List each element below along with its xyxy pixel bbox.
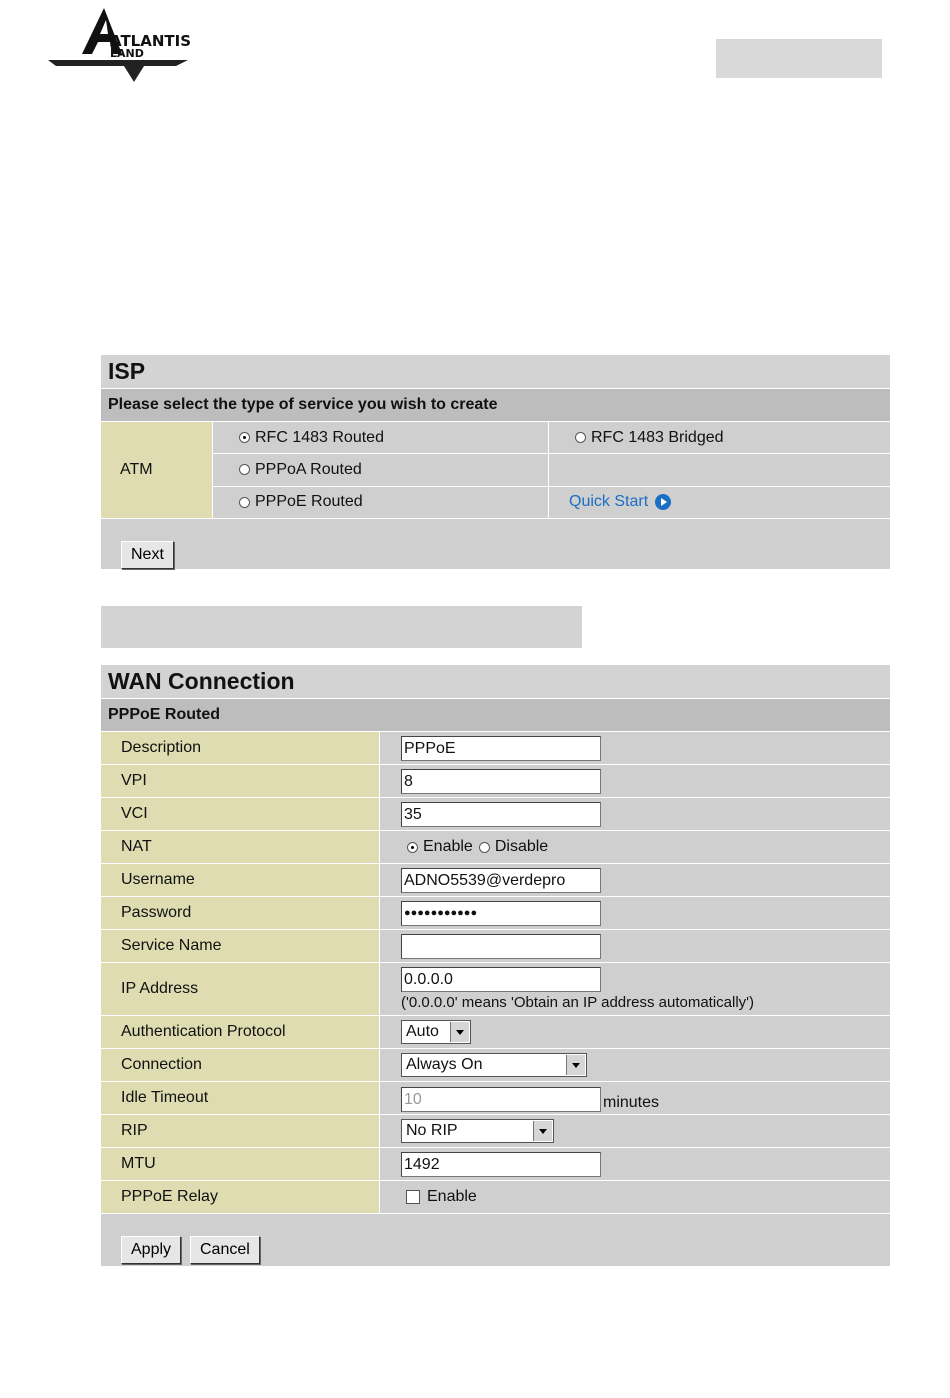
option-pppoa-routed-label: PPPoA Routed bbox=[255, 460, 362, 478]
row-auth bbox=[101, 1016, 890, 1049]
connection-select-value: Always On bbox=[406, 1056, 483, 1073]
row-ip-address bbox=[101, 963, 890, 1016]
radio-rfc1483-bridged[interactable] bbox=[575, 432, 586, 443]
wan-panel bbox=[101, 665, 890, 1266]
isp-button-bar bbox=[101, 519, 890, 569]
atlantis-logo bbox=[48, 6, 238, 86]
apply-button[interactable]: Apply bbox=[121, 1236, 181, 1264]
username-input[interactable]: ADNO5539@verdepro bbox=[401, 868, 601, 893]
row-connection bbox=[101, 1049, 890, 1082]
radio-rfc1483-routed[interactable] bbox=[239, 432, 250, 443]
username-label: Username bbox=[101, 864, 380, 896]
auth-label: Authentication Protocol bbox=[101, 1016, 380, 1048]
vpi-input[interactable]: 8 bbox=[401, 769, 601, 794]
idle-timeout-unit: minutes bbox=[603, 1094, 660, 1111]
connection-label: Connection bbox=[101, 1049, 380, 1081]
mtu-label: MTU bbox=[101, 1148, 380, 1180]
option-pppoa-routed[interactable] bbox=[213, 454, 549, 485]
row-username bbox=[101, 864, 890, 897]
isp-subtitle: Please select the type of service you wish to create bbox=[101, 389, 890, 422]
nat-disable-radio[interactable] bbox=[479, 842, 490, 853]
option-rfc1483-bridged[interactable] bbox=[549, 422, 890, 453]
chevron-down-icon bbox=[450, 1022, 469, 1042]
row-vpi bbox=[101, 765, 890, 798]
cancel-button[interactable]: Cancel bbox=[190, 1236, 260, 1264]
isp-panel bbox=[101, 355, 890, 569]
chevron-down-icon bbox=[566, 1055, 585, 1075]
rip-label: RIP bbox=[101, 1115, 380, 1147]
nat-disable-label: Disable bbox=[494, 838, 549, 855]
service-name-label: Service Name bbox=[101, 930, 380, 962]
service-name-input[interactable] bbox=[401, 934, 601, 959]
header-gray-block bbox=[716, 39, 882, 78]
ip-address-input[interactable]: 0.0.0.0 bbox=[401, 967, 601, 992]
option-pppoe-routed-label: PPPoE Routed bbox=[255, 493, 363, 511]
mtu-input[interactable]: 1492 bbox=[401, 1152, 601, 1177]
idle-timeout-input[interactable]: 10 bbox=[401, 1087, 601, 1112]
row-vci bbox=[101, 798, 890, 831]
nat-label: NAT bbox=[101, 831, 380, 863]
quick-start-link[interactable] bbox=[569, 493, 671, 511]
play-arrow-icon bbox=[655, 494, 671, 510]
wan-subtitle: PPPoE Routed bbox=[101, 699, 890, 732]
section-gray-block bbox=[101, 606, 582, 648]
password-input[interactable]: ●●●●●●●●●●● bbox=[401, 901, 601, 926]
row-pppoe-relay bbox=[101, 1181, 890, 1214]
row-idle-timeout bbox=[101, 1082, 890, 1115]
ip-address-hint: ('0.0.0.0' means 'Obtain an IP address automatically') bbox=[401, 994, 755, 1011]
row-password bbox=[101, 897, 890, 930]
row-nat bbox=[101, 831, 890, 864]
row-mtu bbox=[101, 1148, 890, 1181]
quick-start-cell bbox=[549, 487, 890, 518]
radio-pppoe-routed[interactable] bbox=[239, 497, 250, 508]
logo-sub-text: LAND bbox=[110, 47, 144, 60]
pppoe-relay-checkbox[interactable] bbox=[406, 1190, 420, 1204]
pppoe-relay-enable-label: Enable bbox=[427, 1188, 477, 1205]
radio-pppoa-routed[interactable] bbox=[239, 464, 250, 475]
nat-enable-radio[interactable] bbox=[407, 842, 418, 853]
quick-start-label: Quick Start bbox=[569, 493, 649, 511]
logo-brand-text: ATLANTIS bbox=[110, 32, 192, 50]
description-input[interactable]: PPPoE bbox=[401, 736, 601, 761]
option-rfc1483-routed[interactable] bbox=[213, 422, 549, 453]
connection-select[interactable] bbox=[401, 1053, 587, 1077]
wan-title: WAN Connection bbox=[101, 665, 890, 699]
auth-select-value: Auto bbox=[406, 1023, 439, 1040]
option-rfc1483-bridged-label: RFC 1483 Bridged bbox=[591, 428, 724, 446]
rip-select-value: No RIP bbox=[406, 1122, 458, 1139]
row-description bbox=[101, 732, 890, 765]
vci-input[interactable]: 35 bbox=[401, 802, 601, 827]
vci-label: VCI bbox=[101, 798, 380, 830]
password-label: Password bbox=[101, 897, 380, 929]
row-rip bbox=[101, 1115, 890, 1148]
isp-title: ISP bbox=[101, 355, 890, 389]
nat-enable-label: Enable bbox=[423, 838, 473, 855]
row-service-name bbox=[101, 930, 890, 963]
option-pppoe-routed[interactable] bbox=[213, 487, 549, 518]
next-button[interactable]: Next bbox=[121, 541, 174, 569]
chevron-down-icon bbox=[533, 1121, 552, 1141]
description-label: Description bbox=[101, 732, 380, 764]
option-rfc1483-routed-label: RFC 1483 Routed bbox=[255, 428, 384, 446]
vpi-label: VPI bbox=[101, 765, 380, 797]
wan-button-bar bbox=[101, 1214, 890, 1266]
auth-select[interactable] bbox=[401, 1020, 471, 1044]
rip-select[interactable] bbox=[401, 1119, 554, 1143]
ip-address-label: IP Address bbox=[101, 963, 380, 1015]
atm-label: ATM bbox=[101, 422, 213, 518]
pppoe-relay-label: PPPoE Relay bbox=[101, 1181, 380, 1213]
isp-options bbox=[101, 422, 890, 519]
idle-timeout-label: Idle Timeout bbox=[101, 1082, 380, 1114]
empty-cell bbox=[549, 454, 890, 485]
